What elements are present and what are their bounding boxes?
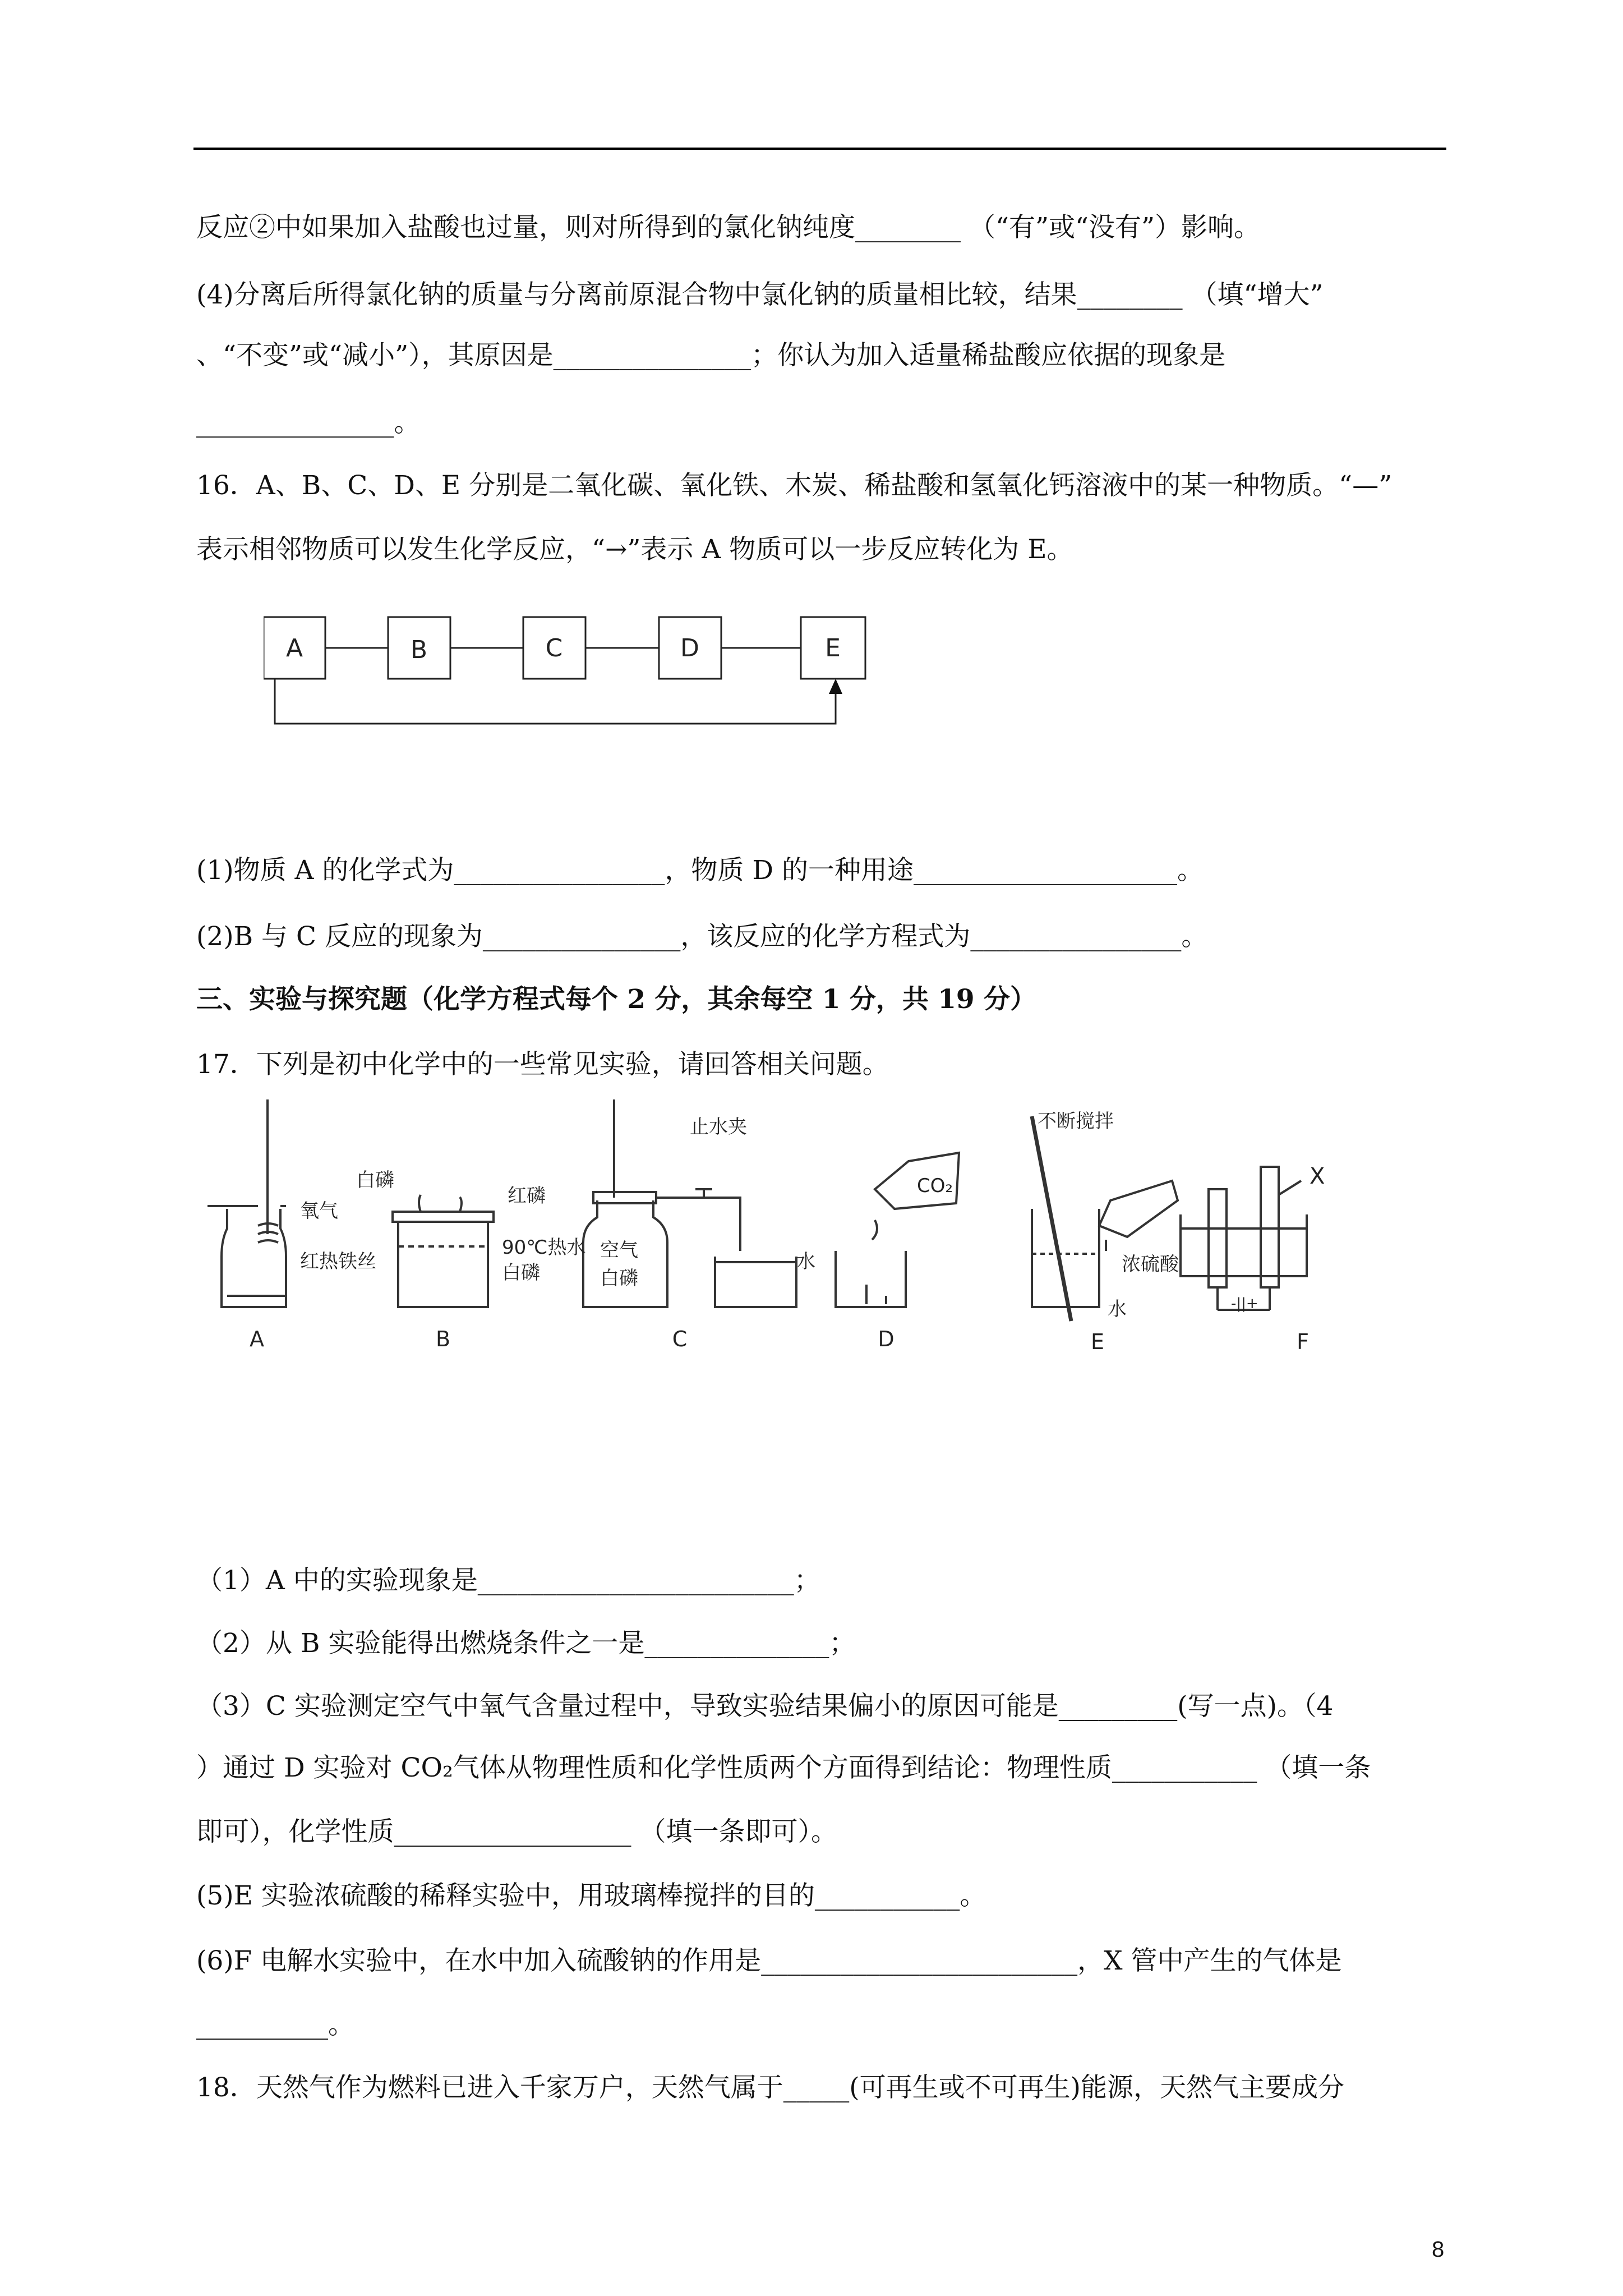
question-17-2: （2）从 B 实验能得出燃烧条件之一是______________； [196,1628,856,1659]
arrow-head [829,679,842,694]
question-17-4-cont: 即可），化学性质__________________ （填一条即可）。 [196,1816,837,1847]
section-heading: 三、实验与探究题（化学方程式每个 2 分，其余每空 1 分，共 19 分） [196,984,1036,1015]
node-c: C [545,634,563,662]
node-a: A [285,634,303,662]
relation-diagram [264,609,875,738]
panel-label-c: C [672,1327,688,1351]
text-line: 、“不变”或“减小”），其原因是_______________；你认为加入适量稀盐酸应依据的现象是 [196,340,1226,371]
label-oxygen: 氧气 [300,1200,338,1222]
text-line: 反应②中如果加入盐酸也过量，则对所得到的氯化钠纯度________ （“有”或“没有”）影响。 [196,212,1261,243]
text-line: (4)分离后所得氯化钠的质量与分离前原混合物中氯化钠的质量相比较，结果________ （填“增大” [196,279,1324,310]
node-d: D [680,634,699,662]
panel-label-b: B [435,1327,451,1351]
label-white-p-top: 白磷 [356,1169,394,1191]
label-battery: -||+ [1231,1295,1258,1312]
question-17-5: (5)E 实验浓硫酸的稀释实验中，用玻璃棒搅拌的目的___________。 [196,1880,986,1911]
experiment-figures [202,1099,1492,1363]
label-x: X [1310,1163,1325,1189]
question-18: 18．天然气作为燃料已进入千家万户，天然气属于_____(可再生或不可再生)能源，天然气主要成分 [196,2072,1344,2103]
label-hot-water: 90℃热水 [502,1236,586,1259]
question-16-stem: 16．A、B、C、D、E 分别是二氧化碳、氧化铁、木炭、稀盐酸和氢氧化钙溶液中的某一种物质。“—” [196,470,1393,501]
question-17-4: ）通过 D 实验对 CO₂气体从物理性质和化学性质两个方面得到结论：物理性质___________ （填一条 [196,1752,1371,1783]
panel-label-e: E [1090,1329,1105,1354]
label-clamp: 止水夹 [690,1116,747,1138]
label-water-e: 水 [1108,1298,1127,1320]
question-17-3: （3）C 实验测定空气中氧气含量过程中，导致实验结果偏小的原因可能是_________(写一点)。（4 [196,1691,1334,1722]
node-b: B [410,636,428,664]
text-line: _______________。 [196,407,421,438]
question-17-6-cont: __________。 [196,2009,354,2040]
label-conc-acid: 浓硫酸 [1122,1253,1179,1276]
question-16-2: (2)B 与 C 反应的现象为_______________，该反应的化学方程式为________________。 [196,921,1208,952]
question-17-1: （1）A 中的实验现象是________________________； [196,1565,820,1596]
page-number: 8 [1432,2237,1445,2262]
question-17-6: (6)F 电解水实验中，在水中加入硫酸钠的作用是________________________，X 管中产生的气体是 [196,1945,1342,1976]
question-16-stem: 表示相邻物质可以发生化学反应，“→”表示 A 物质可以一步反应转化为 E。 [196,534,1073,565]
panel-label-f: F [1297,1329,1309,1354]
header-rule [193,148,1446,150]
label-white-p-bottom: 白磷 [502,1262,540,1284]
panel-label-d: D [878,1327,895,1351]
label-stir: 不断搅拌 [1038,1110,1114,1133]
node-e: E [825,634,841,662]
question-17-stem: 17．下列是初中化学中的一些常见实验，请回答相关问题。 [196,1049,889,1080]
question-16-1: (1)物质 A 的化学式为________________，物质 D 的一种用途____________________。 [196,855,1204,886]
panel-label-a: A [250,1327,264,1351]
label-hot-iron: 红热铁丝 [300,1250,376,1273]
label-red-p: 红磷 [508,1185,546,1207]
label-water: 水 [796,1250,815,1273]
label-co2: CO₂ [917,1175,953,1197]
label-white-p-c: 白磷 [600,1267,638,1290]
label-air: 空气 [600,1239,638,1262]
